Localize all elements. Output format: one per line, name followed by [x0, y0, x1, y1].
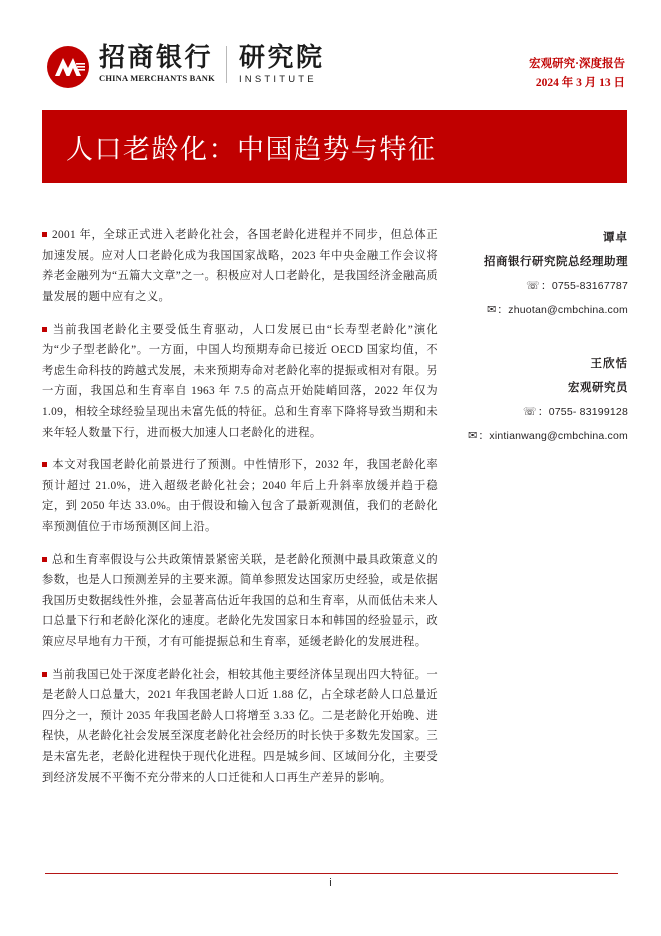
- bullet-square-icon: [42, 557, 47, 562]
- summary-paragraph-text: 当前我国已处于深度老龄化社会，相较其他主要经济体呈现出四大特征。一是老龄人口总量大，2021 年我国老龄人口近 1.88 亿，占全球老龄人口总量近四分之一，预计 2035 年我国老龄人口将增至 3.33 亿。二是老龄化开始晚、进程快，从老龄化社会发展至深度老龄化社会经历的时长快于多数先发国家。三是未富先老，老龄化进程快于现代化进程。四是城乡间、区域间分化，主要受到经济发展不平衡不充分带来的人口迁徙和人口再生产差异的影响。: [42, 668, 438, 784]
- bullet-square-icon: [42, 672, 47, 677]
- author-phone: ☏：0755- 83199128: [522, 405, 628, 418]
- summary-paragraph: [42, 550, 438, 653]
- author-phone-value: 0755- 83199128: [548, 406, 628, 418]
- bullet-square-icon: [42, 327, 47, 332]
- summary-paragraph: [42, 225, 438, 307]
- author-role: 招商银行研究院总经理助理: [484, 256, 628, 268]
- summary-column: [42, 214, 438, 800]
- summary-paragraph-text: 当前我国老龄化主要受低生育驱动，人口发展已由“长寿型老龄化”演化为“少子型老龄化”。一方面，中国人均预期寿命已接近 OECD 国家均值，不考虑生命科技的跨越式发展，未来预期寿命对老龄化率的提振或相对有限。另一方面，我国总和生育率自 1963 年 7.5 的高点开始陡峭回落，2022 年仅为 1.09，相较全球经验呈现出未富先低的特征。总和生育率下降将导致当期和未来年轻人数量下行，进而极大加速人口老龄化的进程。: [42, 323, 438, 439]
- author-email[interactable]: ✉：zhuotan@cmbchina.com: [487, 303, 628, 316]
- header-meta: [529, 55, 625, 93]
- institute-name-cn: 研究院: [238, 43, 325, 72]
- summary-paragraph: [42, 455, 438, 537]
- footer-divider: [45, 873, 618, 874]
- bank-wordmark: [99, 44, 226, 85]
- author-sidebar: [440, 226, 628, 478]
- title-banner: [42, 110, 627, 183]
- summary-paragraph-text: 本文对我国老龄化前景进行了预测。中性情形下，2032 年，我国老龄化率预计超过 21.0%，进入超级老龄化社会；2040 年后上升斜率放缓并趋于稳定，到 2050 年达 33.0%。由于假设和输入包含了最新观测值，我们的老龄化率预测值位于市场预测区间上沿。: [42, 459, 438, 534]
- author-email[interactable]: ✉：xintianwang@cmbchina.com: [468, 429, 628, 442]
- report-category: 宏观研究·深度报告: [529, 58, 625, 70]
- bank-name-en: CHINA MERCHANTS BANK: [99, 73, 215, 83]
- cmb-logo-icon: [46, 45, 90, 89]
- author-phone: ☏：0755-83167787: [526, 279, 628, 292]
- summary-paragraph-text: 2001 年，全球正式进入老龄化社会，各国老龄化进程并不同步，但总体正加速发展。应对人口老龄化成为我国国家战略，2023 年中央金融工作会议将养老金融列为“五篇大文章”之一。积极应对人口老龄化，是我国经济金融高质量发展的题中应有之义。: [42, 229, 438, 304]
- author-name: 王欣恬: [590, 358, 628, 370]
- author-email-value[interactable]: xintianwang@cmbchina.com: [489, 430, 628, 442]
- page-header: [0, 0, 661, 102]
- brand-logo: [46, 44, 324, 89]
- author-card: [440, 352, 628, 448]
- author-card: [440, 226, 628, 322]
- phone-icon: ☏: [522, 405, 537, 418]
- author-name: 谭卓: [603, 232, 628, 244]
- institute-name-en: INSTITUTE: [238, 74, 317, 85]
- brand-wordmark: [99, 44, 324, 85]
- summary-paragraph-text: 总和生育率假设与公共政策情景紧密关联，是老龄化预测中最具政策意义的参数，也是人口预测差异的主要来源。简单参照发达国家历史经验，或是依据我国历史数据线性外推，会显著高估近年我国的总和生育率，从而低估未来人口总量下行和老龄化深化的速度。老龄化先发国家日本和韩国的经验显示，政策应尽早地有力干预，才有可能提振总和生育率，延缓老龄化的发展进程。: [42, 553, 438, 648]
- author-phone-value: 0755-83167787: [551, 280, 628, 292]
- bullet-square-icon: [42, 232, 47, 237]
- envelope-icon: ✉: [468, 429, 478, 442]
- page-title: 人口老龄化：中国趋势与特征: [66, 134, 437, 164]
- summary-paragraph: [42, 665, 438, 789]
- summary-paragraph: [42, 320, 438, 444]
- bullet-square-icon: [42, 462, 47, 467]
- envelope-icon: ✉: [487, 303, 497, 316]
- author-role: 宏观研究员: [568, 382, 628, 394]
- bank-name-cn: 招商银行: [99, 43, 214, 72]
- author-email-value[interactable]: zhuotan@cmbchina.com: [508, 304, 628, 316]
- phone-icon: ☏: [526, 279, 540, 292]
- institute-wordmark: [227, 44, 325, 85]
- page-number: i: [329, 877, 332, 889]
- report-date: 2024 年 3 月 13 日: [535, 77, 625, 89]
